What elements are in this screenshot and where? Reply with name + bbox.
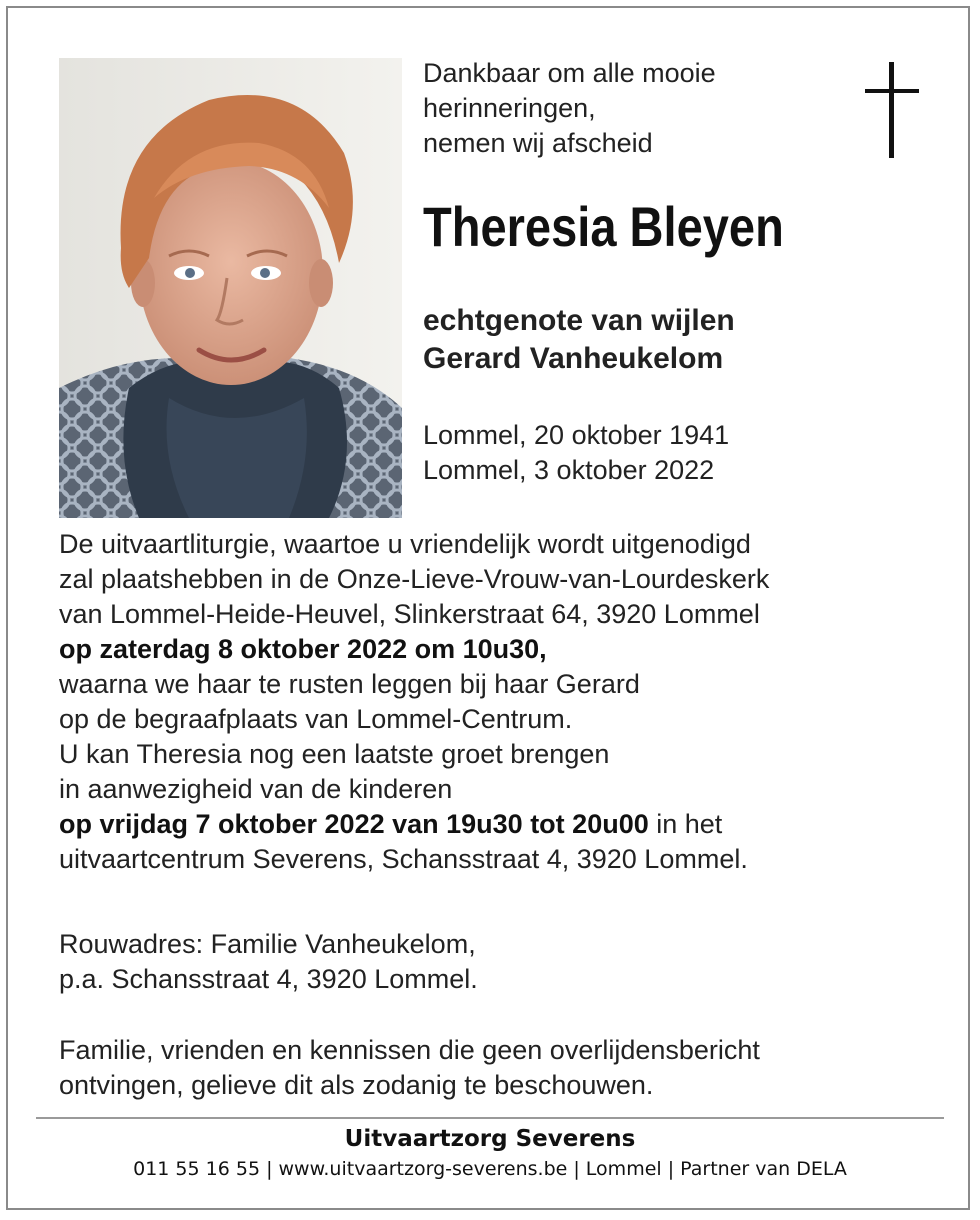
visitation-line: uitvaartcentrum Severens, Schansstraat 4, 3920 Lommel. xyxy=(59,844,748,874)
ceremony-datetime: op zaterdag 8 oktober 2022 om 10u30, xyxy=(59,634,547,664)
address-line: p.a. Schansstraat 4, 3920 Lommel. xyxy=(59,964,478,994)
death-date: Lommel, 3 oktober 2022 xyxy=(423,455,715,485)
life-dates xyxy=(423,418,729,488)
visitation-datetime: op vrijdag 7 oktober 2022 van 19u30 tot 20u00 xyxy=(59,809,649,839)
footer-divider xyxy=(36,1117,944,1119)
deceased-name: Theresia Bleyen xyxy=(423,195,784,258)
spouse-line: echtgenote van wijlen xyxy=(423,304,735,337)
intro-line: nemen wij afscheid xyxy=(423,128,653,158)
visitation-line: U kan Theresia nog een laatste groet brengen xyxy=(59,739,610,769)
visitation-line: in aanwezigheid van de kinderen xyxy=(59,774,453,804)
notice-text xyxy=(59,1033,760,1103)
ceremony-text xyxy=(59,527,939,877)
visitation-datetime-line xyxy=(59,807,939,842)
notice-line: Familie, vrienden en kennissen die geen overlijdensbericht xyxy=(59,1035,760,1065)
latin-cross-icon xyxy=(862,62,922,158)
address-line: Rouwadres: Familie Vanheukelom, xyxy=(59,929,476,959)
notice-line: ontvingen, gelieve dit als zodanig te beschouwen. xyxy=(59,1070,654,1100)
intro-line: herinneringen, xyxy=(423,93,596,123)
funeral-home-name: Uitvaartzorg Severens xyxy=(344,1126,636,1152)
spouse-text xyxy=(423,302,735,378)
portrait-photo xyxy=(59,58,402,518)
intro-line: Dankbaar om alle mooie xyxy=(423,58,716,88)
visitation-location-lead: in het xyxy=(648,809,723,839)
funeral-home-contact: 011 55 16 55 | www.uitvaartzorg-severens.be | Lommel | Partner van DELA xyxy=(133,1158,847,1180)
ceremony-line: waarna we haar te rusten leggen bij haar Gerard xyxy=(59,669,640,699)
ceremony-line: van Lommel-Heide-Heuvel, Slinkerstraat 64, 3920 Lommel xyxy=(59,599,760,629)
mourning-address xyxy=(59,927,478,997)
ceremony-line: op de begraafplaats van Lommel-Centrum. xyxy=(59,704,573,734)
spouse-line: Gerard Vanheukelom xyxy=(423,342,724,375)
intro-text xyxy=(423,56,843,161)
birth-date: Lommel, 20 oktober 1941 xyxy=(423,420,730,450)
ceremony-line: De uitvaartliturgie, waartoe u vriendelijk wordt uitgenodigd xyxy=(59,529,751,559)
ceremony-line: zal plaatshebben in de Onze-Lieve-Vrouw-van-Lourdeskerk xyxy=(59,564,770,594)
